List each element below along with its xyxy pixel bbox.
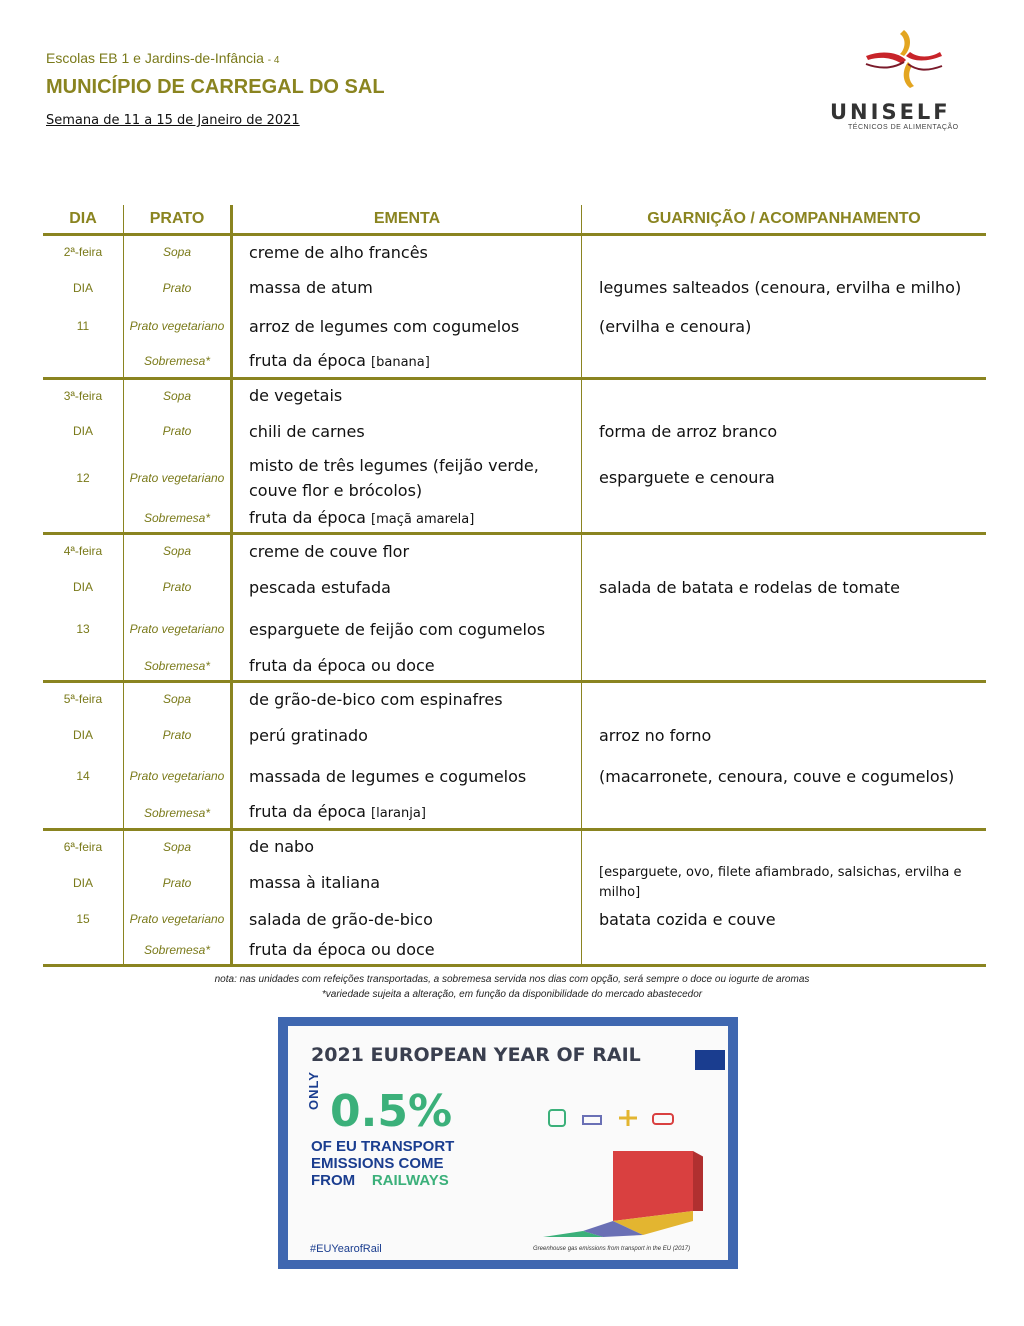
dish-type: Prato vegetariano — [124, 903, 232, 936]
dish-type: Prato — [124, 568, 232, 607]
dish-name: fruta da época — [249, 507, 366, 527]
day-cell: 4ª-feira — [63, 544, 103, 559]
dish-type: Prato vegetariano — [124, 755, 232, 798]
menu-row — [43, 755, 986, 798]
banner-hashtag: #EUYearofRail — [310, 1243, 382, 1255]
dish-name-cell — [232, 568, 582, 607]
dish-type: Prato vegetariano — [124, 451, 232, 505]
ship-icon — [583, 1116, 601, 1124]
menu-row — [43, 505, 986, 534]
menu-row — [43, 235, 986, 269]
side-dish: esparguete e cenoura — [582, 451, 987, 505]
menu-row — [43, 379, 986, 412]
dish-name-cell — [232, 451, 582, 505]
side-dish: (ervilha e cenoura) — [582, 307, 987, 346]
dish-type: Sopa — [124, 235, 232, 269]
day-cell: 14 — [76, 769, 90, 783]
menu-row — [43, 346, 986, 379]
dish-name: esparguete de feijão com cogumelos — [249, 619, 546, 639]
dish-variety: [laranja] — [371, 806, 426, 822]
side-dish — [582, 379, 987, 412]
dish-name-cell — [232, 346, 582, 379]
side-dish: batata cozida e couve — [582, 903, 987, 936]
menu-row — [43, 607, 986, 652]
banner-percent: 0.5% — [330, 1086, 453, 1137]
dish-type: Sopa — [124, 682, 232, 716]
car-icon — [653, 1114, 673, 1124]
day-cell: DIA — [72, 580, 93, 594]
dish-type: Sobremesa* — [124, 505, 232, 534]
menu-table — [43, 205, 981, 967]
variety-note: *variedade sujeita a alteração, em função da disponibilidade do mercado abastecedor — [321, 989, 703, 1000]
dish-type: Prato — [124, 269, 232, 307]
day-cell: 5ª-feira — [63, 692, 103, 707]
menu-row — [43, 863, 986, 903]
table-header-row — [43, 205, 986, 235]
dish-type: Prato — [124, 863, 232, 903]
dish-name-cell — [232, 235, 582, 269]
col-ementa: EMENTA — [232, 205, 582, 235]
dish-type: Sobremesa* — [124, 798, 232, 830]
page-title: MUNICÍPIO DE CARREGAL DO SAL — [46, 76, 385, 98]
menu-row — [43, 830, 986, 863]
dish-name: salada de grão-de-bico — [249, 909, 433, 929]
day-cell: 15 — [76, 912, 90, 926]
banner-subtitle: OF EU TRANSPORT EMISSIONS COME FROM RAILWAYS — [311, 1138, 455, 1189]
col-dia: DIA — [43, 205, 124, 235]
dish-name-cell — [232, 269, 582, 307]
dish-name-cell — [232, 682, 582, 716]
transport-note: nota: nas unidades com refeições transportadas, a sobremesa servida nos dias com opção, será sempre o doce ou iogurte de aromas — [214, 974, 810, 985]
dish-name-cell — [232, 505, 582, 534]
dish-type: Sopa — [124, 534, 232, 568]
side-dish: (macarronete, cenoura, couve e cogumelos) — [582, 755, 987, 798]
dish-name-cell — [232, 830, 582, 863]
day-cell: DIA — [72, 280, 93, 295]
day-cell — [43, 346, 124, 379]
side-dish: legumes salteados (cenoura, ervilha e milho) — [582, 269, 987, 307]
menu-row — [43, 652, 986, 682]
dish-variety: [banana] — [371, 354, 430, 370]
dish-name: fruta da época — [249, 350, 366, 370]
day-cell — [43, 798, 124, 830]
side-dish: [esparguete, ovo, filete afiambrado, salsichas, ervilha e milho] — [582, 863, 987, 903]
day-cell: DIA — [72, 875, 93, 890]
day-cell: 2ª-feira — [63, 245, 103, 260]
banner-caption: Greenhouse gas emissions from transport in the EU (2017) — [533, 1246, 691, 1252]
side-dish — [582, 652, 987, 682]
dish-name: misto de três legumes (feijão verde, couve flor e brócolos) — [249, 455, 539, 500]
dish-name-cell — [232, 863, 582, 903]
dish-name: fruta da época ou doce — [249, 940, 435, 960]
dish-name: massa de atum — [249, 278, 373, 297]
dish-name: chili de carnes — [249, 421, 365, 441]
menu-row — [43, 798, 986, 830]
side-dish — [582, 534, 987, 568]
school-name: Escolas EB 1 e Jardins-de-Infância - 4 — [46, 50, 280, 66]
dish-type: Sopa — [124, 379, 232, 412]
day-cell: 3ª-feira — [63, 388, 103, 403]
dish-name-cell — [232, 936, 582, 966]
side-dish: arroz no forno — [582, 716, 987, 755]
menu-row — [43, 682, 986, 716]
side-dish — [582, 936, 987, 966]
dish-name: massada de legumes e cogumelos — [249, 766, 527, 786]
dish-name-cell — [232, 534, 582, 568]
dish-name: fruta da época ou doce — [249, 656, 435, 676]
dish-type: Prato — [124, 716, 232, 755]
day-cell — [43, 936, 124, 966]
dish-name-cell — [232, 652, 582, 682]
dish-type: Prato — [124, 412, 232, 451]
dish-type: Sobremesa* — [124, 652, 232, 682]
dish-name-cell — [232, 798, 582, 830]
dish-name: creme de alho francês — [249, 242, 428, 262]
dish-name: pescada estufada — [249, 577, 391, 597]
transport-mode-icons — [543, 1104, 683, 1134]
banner-title: 2021 EUROPEAN YEAR OF RAIL — [311, 1044, 641, 1066]
day-cell — [43, 505, 124, 534]
logo-tagline: TÉCNICOS DE ALIMENTAÇÃO — [848, 124, 959, 131]
side-dish — [582, 346, 987, 379]
day-cell: 6ª-feira — [63, 839, 103, 854]
dish-name-cell — [232, 903, 582, 936]
menu-row — [43, 451, 986, 505]
dish-name-cell — [232, 379, 582, 412]
side-dish: forma de arroz branco — [582, 412, 987, 451]
side-dish — [582, 830, 987, 863]
banner-only: ONLY — [306, 1071, 321, 1110]
dish-name: creme de couve flor — [249, 541, 410, 561]
dish-name: de grão-de-bico com espinafres — [249, 689, 503, 709]
day-cell: DIA — [72, 728, 93, 742]
day-cell: 11 — [76, 319, 90, 333]
dish-name: perú gratinado — [249, 725, 368, 745]
dish-name-cell — [232, 607, 582, 652]
side-dish: salada de batata e rodelas de tomate — [582, 568, 987, 607]
side-dish — [582, 505, 987, 534]
dish-name-cell — [232, 307, 582, 346]
plane-icon — [619, 1110, 637, 1126]
dish-variety: [maçã amarela] — [371, 511, 475, 527]
dish-type: Sobremesa* — [124, 346, 232, 379]
logo-wordmark: UNISELF — [830, 100, 951, 124]
day-cell — [43, 652, 124, 682]
dish-name-cell — [232, 412, 582, 451]
menu-row — [43, 307, 986, 346]
dish-name-cell — [232, 755, 582, 798]
col-prato: PRATO — [124, 205, 232, 235]
menu-row — [43, 936, 986, 966]
dish-type: Prato vegetariano — [124, 307, 232, 346]
rail-year-banner — [278, 1017, 738, 1269]
day-cell: 12 — [76, 470, 90, 485]
dish-type: Sopa — [124, 830, 232, 863]
side-dish — [582, 607, 987, 652]
side-dish — [582, 682, 987, 716]
dish-name-cell — [232, 716, 582, 755]
menu-row — [43, 534, 986, 568]
eu-flag-icon — [695, 1050, 725, 1070]
week-range: Semana de 11 a 15 de Janeiro de 2021 — [46, 113, 300, 128]
emissions-pie-chart — [543, 1141, 703, 1241]
dish-name: massa à italiana — [249, 873, 381, 892]
day-cell: DIA — [72, 424, 93, 438]
menu-row — [43, 412, 986, 451]
train-icon — [549, 1110, 565, 1126]
dish-type: Sobremesa* — [124, 936, 232, 966]
menu-row — [43, 269, 986, 307]
side-dish — [582, 235, 987, 269]
menu-row — [43, 903, 986, 936]
side-dish — [582, 798, 987, 830]
menu-row — [43, 716, 986, 755]
dish-name: fruta da época — [249, 802, 366, 822]
dish-type: Prato vegetariano — [124, 607, 232, 652]
day-cell: 13 — [76, 622, 90, 636]
dish-name: arroz de legumes com cogumelos — [249, 316, 520, 336]
menu-row — [43, 568, 986, 607]
dish-name: de nabo — [249, 837, 314, 857]
col-guarnicao: GUARNIÇÃO / ACOMPANHAMENTO — [582, 205, 987, 235]
dish-name: de vegetais — [249, 386, 343, 406]
